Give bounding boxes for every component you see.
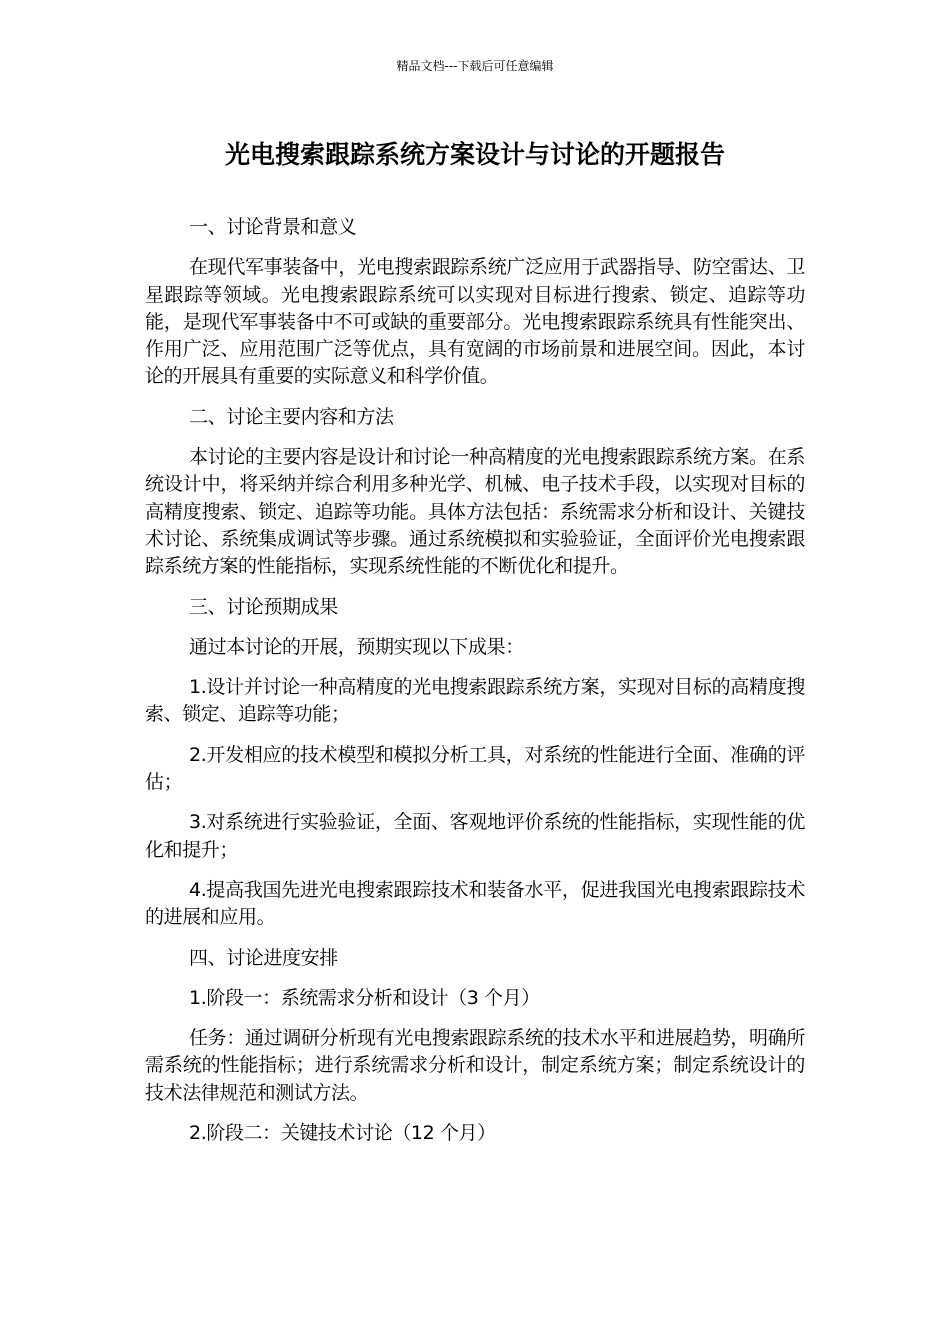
schedule-stage-1: 1.阶段一：系统需求分析和设计（3 个月）: [189, 986, 540, 1009]
list-item-result-2: 2.开发相应的技术模型和模拟分析工具，对系统的性能进行全面、准确的评估；: [145, 743, 805, 794]
paragraph-background: 在现代军事装备中，光电搜索跟踪系统广泛应用于武器指导、防空雷达、卫星跟踪等领域。光电搜索跟踪系统可以实现对目标进行搜索、锁定、追踪等功能，是现代军事装备中不可或缺的重要部分。光电搜索跟踪系统具有性能突出、作用广泛、应用范围广泛等优点，具有宽阔的市场前景和进展空间。因此，本讨论的开展具有重要的实际意义和科学价值。: [145, 256, 805, 388]
section-heading-expected-results: 三、讨论预期成果: [189, 595, 338, 618]
list-item-result-4: 4.提高我国先进光电搜索跟踪技术和装备水平，促进我国光电搜索跟踪技术的进展和应用。: [145, 878, 805, 929]
schedule-stage-2: 2.阶段二：关键技术讨论（12 个月）: [189, 1122, 496, 1145]
header-note: 精品文档---下载后可任意编辑: [396, 59, 554, 73]
paragraph-content-methods: 本讨论的主要内容是设计和讨论一种高精度的光电搜索跟踪系统方案。在系统设计中，将采纳并综合利用多种光学、机械、电子技术手段，以实现对目标的高精度搜索、锁定、追踪等功能。具体方法包括：系统需求分析和设计、关键技术讨论、系统集成调试等步骤。通过系统模拟和实验验证，全面评价光电搜索跟踪系统方案的性能指标，实现系统性能的不断优化和提升。: [145, 446, 805, 578]
list-item-result-1: 1.设计并讨论一种高精度的光电搜索跟踪系统方案，实现对目标的高精度搜索、锁定、追踪等功能；: [145, 676, 805, 726]
section-heading-content-methods: 二、讨论主要内容和方法: [189, 405, 394, 428]
section-heading-background: 一、讨论背景和意义: [189, 216, 357, 238]
document-body: [145, 214, 805, 1160]
schedule-stage-1-task: 任务：通过调研分析现有光电搜索跟踪系统的技术水平和进展趋势，明确所需系统的性能指标；进行系统需求分析和设计，制定系统方案；制定系统设计的技术法律规范和测试方法。: [145, 1027, 805, 1104]
document-title: 光电搜索跟踪系统方案设计与讨论的开题报告: [224, 140, 725, 169]
list-item-result-3: 3.对系统进行实验验证，全面、客观地评价系统的性能指标，实现性能的优化和提升；: [145, 811, 805, 861]
paragraph-expected-intro: 通过本讨论的开展，预期实现以下成果：: [189, 635, 524, 658]
section-heading-schedule: 四、讨论进度安排: [189, 946, 338, 969]
